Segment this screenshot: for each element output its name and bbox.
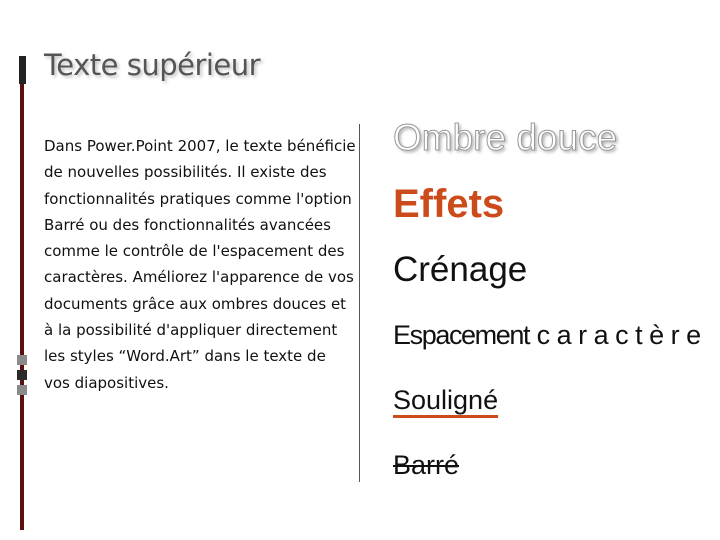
spacing-tight-word: Espacement [393,320,530,350]
left-margin-rule [20,84,24,530]
title-accent-bar [19,56,26,84]
effects-sample[interactable]: Effets [393,182,505,226]
soft-shadow-sample[interactable]: Ombre douce [393,117,618,158]
slide-title[interactable]: Texte supérieur [44,48,261,82]
underline-sample[interactable]: Souligné [393,385,499,415]
spacing-wide-word: caractère [536,320,708,350]
decor-square [17,355,27,365]
decor-square [17,370,27,380]
body-text[interactable]: Dans Power.Point 2007, le texte bénéficie de nouvelles possibilités. Il existe des fonctionnalités pratiques comme l'option Barré ou des fonctionnalités avancées comme le contrôle de l'espacement des caractères. Améliorez l'apparence de vos documents grâce aux ombres douces et à la possibilité d'appliquer directement les styles “Word.Art” dans le texte de vos diapositives. [44,137,356,392]
kerning-sample[interactable]: Crénage [393,250,528,289]
column-divider [359,124,360,482]
strikethrough-sample[interactable]: Barré [393,450,460,480]
character-spacing-sample[interactable] [393,320,720,351]
decor-square [17,385,27,395]
